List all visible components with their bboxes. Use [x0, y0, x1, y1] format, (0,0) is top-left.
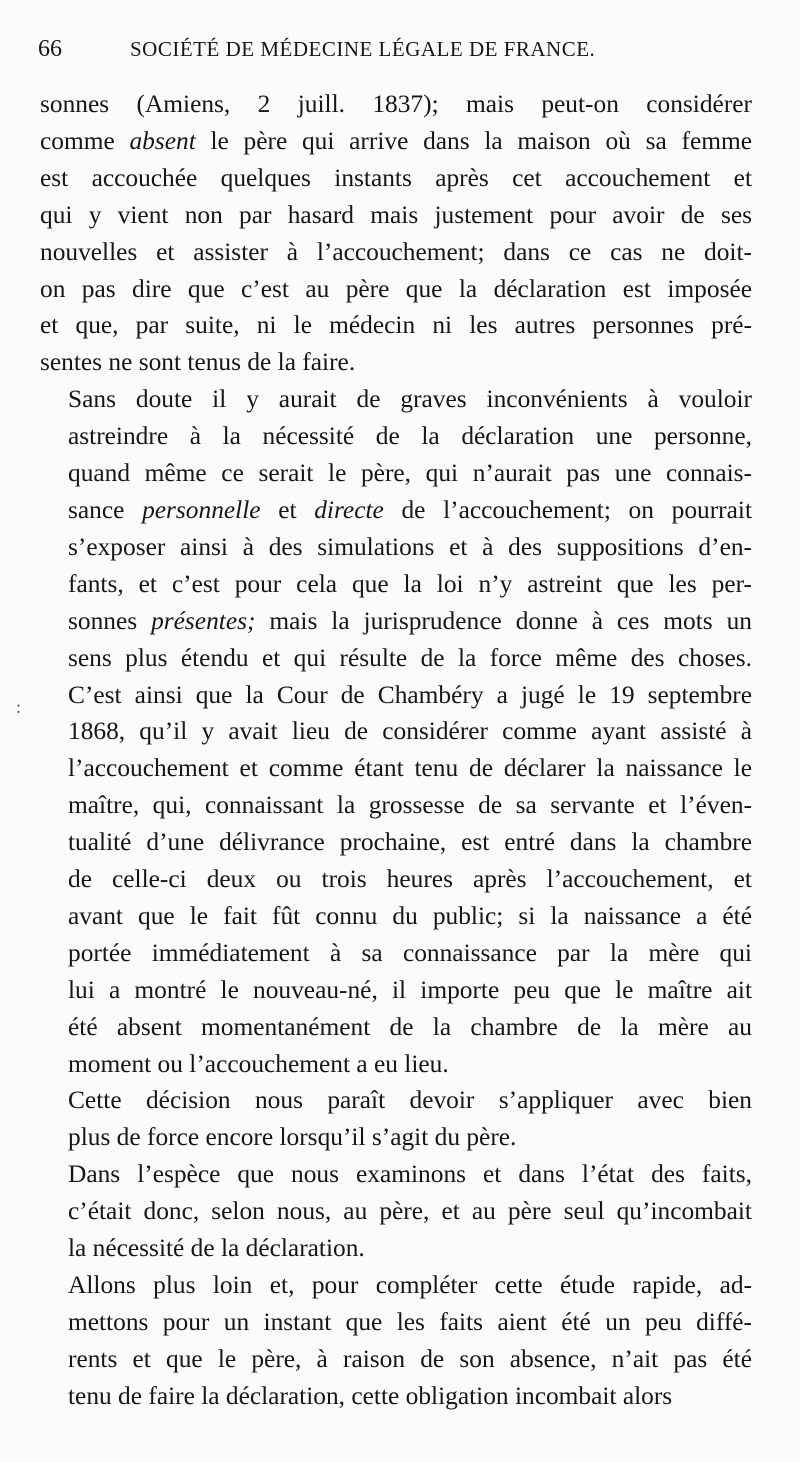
- italic-text: présentes;: [151, 606, 256, 635]
- text-line: c’était donc, selon nous, au père, et au père seul qu’incombait: [68, 1197, 752, 1226]
- text-line: C’est ainsi que la Cour de Chambéry a jugé le 19 septembre: [68, 680, 752, 709]
- text-line: et que, par suite, ni le médecin ni les autres personnes pré-: [40, 311, 752, 340]
- text-line: tualité d’une délivrance prochaine, est entré dans la chambre: [68, 828, 752, 857]
- text-line: la nécessité de la déclaration.: [68, 1234, 365, 1263]
- text-line: nouvelles et assister à l’accouchement; dans ce cas ne doit-: [40, 237, 752, 266]
- italic-text: directe: [314, 495, 384, 524]
- text-line: s’exposer ainsi à des simulations et à des suppositions d’en-: [68, 532, 752, 561]
- text-line: moment ou l’accouchement a eu lieu.: [68, 1049, 449, 1078]
- text-line: lui a montré le nouveau-né, il importe peu que le maître ait: [68, 975, 752, 1004]
- page-number: 66: [38, 36, 62, 62]
- text-line: avant que le fait fût connu du public; si la naissance a été: [68, 901, 752, 930]
- text-line: Sans doute il y aurait de graves inconvénients à vouloir: [68, 385, 752, 414]
- text-line: fants, et c’est pour cela que la loi n’y astreint que les per-: [68, 569, 752, 598]
- text-line: sentes ne sont tenus de la faire.: [40, 348, 356, 377]
- running-head: SOCIÉTÉ DE MÉDECINE LÉGALE DE FRANCE.: [130, 37, 596, 61]
- text-line: l’accouchement et comme étant tenu de déclarer la naissance le: [68, 754, 752, 783]
- body-text: [40, 86, 752, 1415]
- paragraph: [40, 1082, 752, 1156]
- text-line: quand même ce serait le père, qui n’aurait pas une connais-: [68, 459, 752, 488]
- text-line: sance personnelle et directe de l’accouchement; on pourrait: [68, 495, 753, 524]
- page-header: [38, 36, 762, 76]
- italic-text: absent: [129, 126, 196, 155]
- text-line: Dans l’espèce que nous examinons et dans l’état des faits,: [68, 1160, 752, 1189]
- text-line: tenu de faire la déclaration, cette obligation incombait alors: [68, 1381, 673, 1410]
- text-line: qui y vient non par hasard mais justement pour avoir de ses: [40, 200, 752, 229]
- italic-text: personnelle: [142, 495, 261, 524]
- text-line: été absent momentanément de la chambre de la mère au: [68, 1012, 752, 1041]
- text-line: on pas dire que c’est au père que la déclaration est imposée: [40, 274, 752, 303]
- paragraph: [40, 86, 752, 381]
- text-line: comme absent le père qui arrive dans la maison où sa femme: [40, 126, 752, 155]
- text-line: Allons plus loin et, pour compléter cette étude rapide, ad-: [68, 1271, 752, 1299]
- text-line: sens plus étendu et qui résulte de la force même des choses.: [68, 643, 752, 672]
- text-line: portée immédiatement à sa connaissance par la mère qui: [68, 938, 752, 967]
- text-line: maître, qui, connaissant la grossesse de sa servante et l’éven-: [68, 791, 752, 820]
- text-line: astreindre à la nécessité de la déclaration une personne,: [68, 422, 752, 451]
- text-line: mettons pour un instant que les faits aient été un peu diffé-: [68, 1307, 752, 1336]
- text-line: rents et que le père, à raison de son absence, n’ait pas été: [68, 1344, 752, 1373]
- paragraph: [40, 1156, 752, 1267]
- paragraph: [40, 1267, 752, 1415]
- margin-mark: :: [16, 697, 22, 717]
- text-line: sonnes présentes; mais la jurisprudence donne à ces mots un: [68, 606, 752, 635]
- text-line: plus de force encore lorsqu’il s’agit du père.: [68, 1123, 517, 1152]
- text-line: 1868, qu’il y avait lieu de considérer comme ayant assisté à: [68, 717, 752, 746]
- text-line: Cette décision nous paraît devoir s’appliquer avec bien: [68, 1086, 752, 1115]
- text-line: est accouchée quelques instants après cet accouchement et: [40, 163, 752, 192]
- paragraph: [40, 381, 752, 1082]
- text-line: sonnes (Amiens, 2 juill. 1837); mais peut-on considérer: [40, 90, 752, 118]
- text-line: de celle-ci deux ou trois heures après l’accouchement, et: [68, 865, 752, 894]
